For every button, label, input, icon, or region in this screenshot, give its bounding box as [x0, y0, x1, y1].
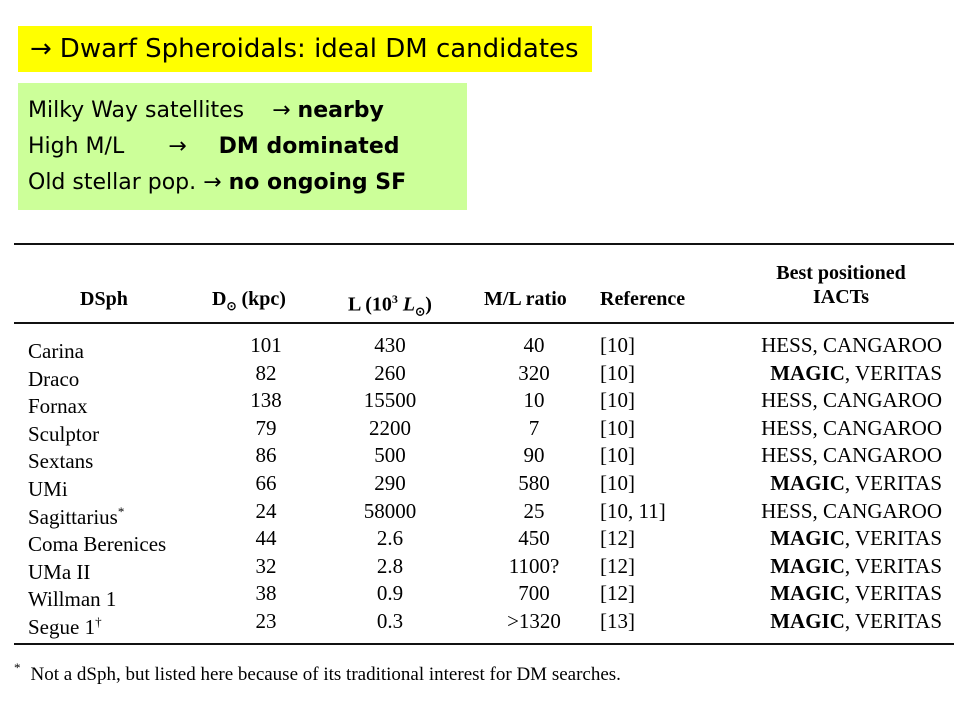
- cell-reference: [12]: [600, 581, 635, 606]
- cell-reference: [10, 11]: [600, 498, 666, 523]
- cell-reference: [10]: [600, 388, 635, 413]
- footnote-mark: *: [14, 660, 21, 675]
- cell-distance: 101: [250, 333, 282, 357]
- table-row: [14, 553, 954, 584]
- cell-dsph: UMi: [28, 477, 68, 501]
- cell-dsph: Coma Berenices: [28, 532, 167, 557]
- banner-text: Dwarf Spheroidals: ideal DM candidates: [59, 34, 579, 64]
- footnote: [14, 660, 621, 686]
- cell-iacts: MAGIC, VERITAS: [770, 581, 942, 606]
- cell-dsph: Carina: [28, 339, 84, 363]
- cell-reference: [10]: [600, 415, 635, 440]
- cell-ml-ratio: 1100?: [508, 553, 560, 578]
- cell-luminosity: 2.8: [376, 553, 404, 578]
- cell-luminosity: 0.9: [376, 581, 404, 606]
- table-row: [14, 332, 954, 363]
- cell-luminosity: 2.6: [376, 526, 404, 551]
- table-row: [14, 608, 954, 639]
- properties-box: [18, 83, 467, 210]
- footnote-text: Not a dSph, but listed here because of its traditional interest for DM searches.: [30, 664, 621, 685]
- table-row: [14, 360, 954, 391]
- cell-ml-ratio: 450: [518, 526, 550, 551]
- header-ml-ratio: M/L ratio: [484, 288, 567, 310]
- table-top-rule: [14, 243, 954, 245]
- cell-reference: [10]: [600, 471, 635, 495]
- property-line: [28, 129, 467, 165]
- cell-reference: [13]: [600, 609, 635, 633]
- cell-distance: 138: [250, 388, 282, 413]
- cell-ml-ratio: >1320: [507, 609, 561, 633]
- cell-ml-ratio: 580: [518, 471, 550, 495]
- cell-dsph: Fornax: [28, 394, 88, 419]
- cell-distance: 32: [255, 553, 277, 578]
- cell-luminosity: 290: [374, 471, 406, 495]
- cell-distance: 23: [255, 609, 277, 633]
- property-right: no ongoing SF: [228, 170, 407, 195]
- arrow-right-icon: →: [272, 98, 291, 123]
- cell-iacts: HESS, CANGAROO: [761, 443, 942, 468]
- arrow-right-icon: →: [203, 170, 222, 195]
- cell-distance: 86: [255, 443, 277, 468]
- cell-ml-ratio: 7: [528, 415, 540, 440]
- cell-luminosity: 2200: [369, 415, 411, 440]
- cell-iacts: HESS, CANGAROO: [761, 415, 942, 440]
- property-left: High M/L: [28, 134, 125, 159]
- cell-ml-ratio: 90: [523, 443, 545, 468]
- cell-distance: 24: [255, 498, 277, 523]
- arrow-right-icon: →: [30, 34, 52, 64]
- cell-dsph: Sextans: [28, 449, 94, 474]
- property-line: [28, 93, 467, 129]
- cell-reference: [10]: [600, 443, 635, 468]
- table-row: [14, 498, 954, 529]
- cell-iacts: HESS, CANGAROO: [761, 333, 942, 357]
- cell-dsph: Willman 1: [28, 587, 117, 612]
- table-row: [14, 470, 954, 501]
- cell-iacts: MAGIC, VERITAS: [770, 553, 942, 578]
- header-reference: Reference: [600, 288, 686, 310]
- cell-distance: 66: [255, 471, 277, 495]
- cell-iacts: MAGIC, VERITAS: [770, 360, 942, 385]
- cell-dsph: Segue 1†: [28, 614, 102, 639]
- cell-distance: 82: [255, 360, 277, 385]
- cell-dsph: UMa II: [28, 559, 91, 584]
- cell-luminosity: 58000: [363, 498, 417, 523]
- cell-ml-ratio: 40: [523, 333, 545, 357]
- table-row: [14, 442, 954, 474]
- cell-iacts: HESS, CANGAROO: [761, 388, 942, 413]
- cell-ml-ratio: 320: [518, 360, 550, 385]
- property-right: nearby: [297, 98, 384, 123]
- table-row: [14, 580, 954, 612]
- property-line: [28, 165, 467, 201]
- property-right: DM dominated: [218, 134, 400, 159]
- cell-reference: [12]: [600, 526, 635, 551]
- cell-reference: [10]: [600, 333, 635, 357]
- arrow-right-icon: →: [168, 134, 187, 159]
- cell-ml-ratio: 700: [518, 581, 550, 606]
- cell-iacts: HESS, CANGAROO: [761, 498, 942, 523]
- header-iacts: Best positioned IACTs: [776, 262, 906, 308]
- property-left: Old stellar pop.: [28, 170, 197, 195]
- cell-iacts: MAGIC, VERITAS: [770, 471, 942, 495]
- table-header-rule: [14, 322, 954, 324]
- cell-dsph: Sagittarius*: [28, 503, 125, 529]
- cell-iacts: MAGIC, VERITAS: [770, 526, 942, 551]
- cell-distance: 38: [255, 581, 277, 606]
- cell-ml-ratio: 10: [523, 388, 545, 413]
- title-banner: [18, 26, 592, 72]
- cell-ml-ratio: 25: [523, 498, 545, 523]
- cell-dsph: Draco: [28, 366, 80, 391]
- header-luminosity: L ($10^3$ $L_⊙$): [348, 292, 432, 319]
- cell-luminosity: 500: [374, 443, 406, 468]
- cell-reference: [12]: [600, 553, 635, 578]
- cell-reference: [10]: [600, 360, 635, 385]
- cell-dsph: Sculptor: [28, 421, 100, 446]
- cell-distance: 44: [255, 526, 277, 551]
- table-row: [14, 387, 954, 419]
- table-row: [14, 525, 954, 557]
- cell-luminosity: 15500: [363, 388, 417, 413]
- header-distance: $D_⊙$ (kpc): [212, 288, 286, 313]
- table-bottom-rule: [14, 643, 954, 645]
- cell-luminosity: 430: [374, 333, 406, 357]
- property-left: Milky Way satellites: [28, 98, 245, 123]
- cell-distance: 79: [255, 415, 277, 440]
- cell-luminosity: 260: [374, 360, 406, 385]
- header-dsph: DSph: [80, 288, 128, 310]
- table-row: [14, 415, 954, 446]
- cell-luminosity: 0.3: [376, 609, 404, 633]
- cell-iacts: MAGIC, VERITAS: [770, 609, 942, 633]
